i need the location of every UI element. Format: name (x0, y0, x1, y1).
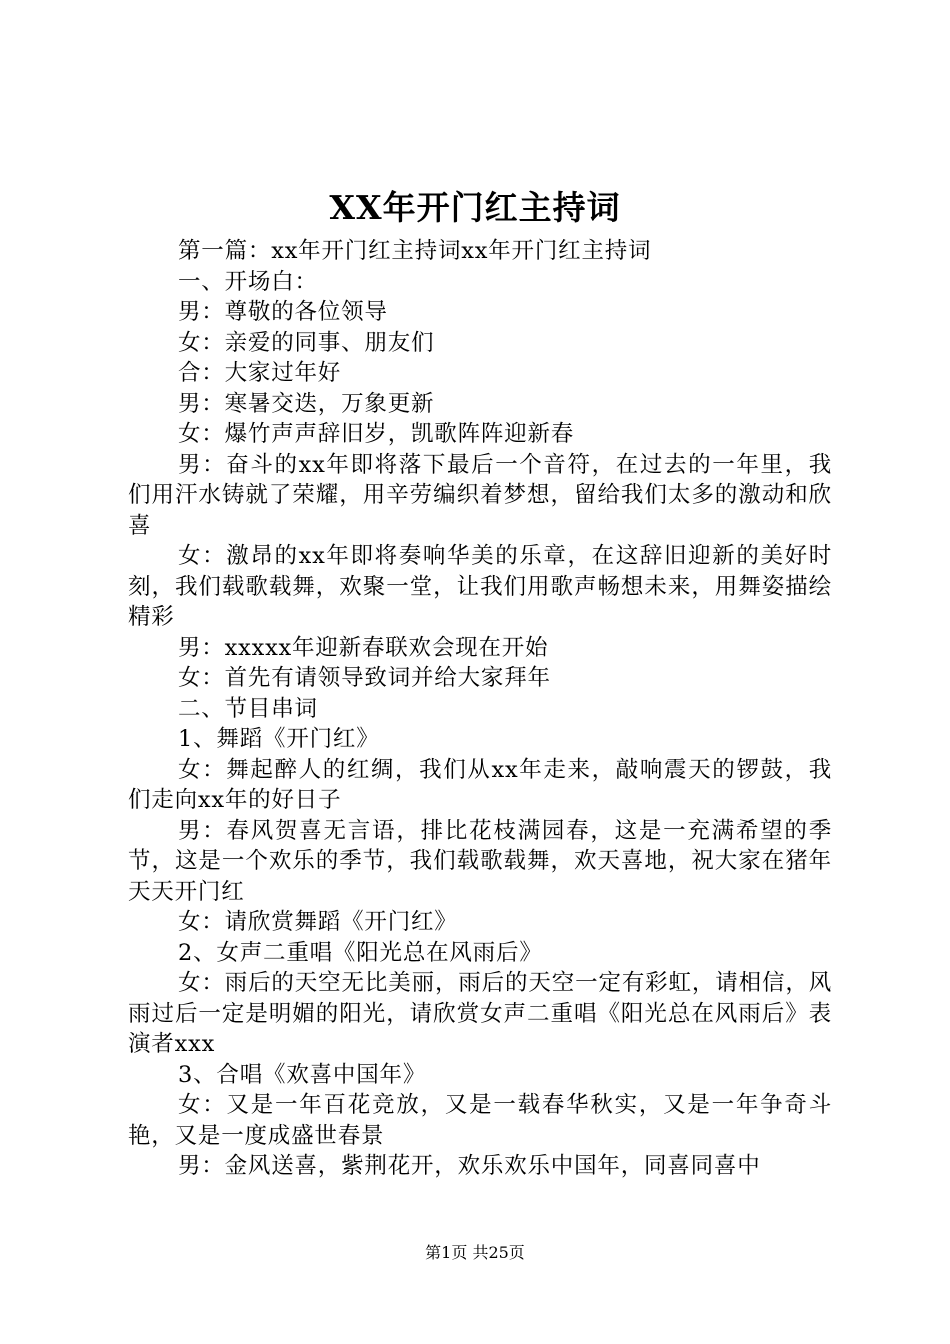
paragraph-4: 女：亲爱的同事、朋友们 (178, 329, 435, 356)
paragraph-13: 1、舞蹈《开门红》 (178, 726, 380, 752)
paragraph-9: 女：激昂的xx年即将奏响华美的乐章，在这辞旧迎新的美好时刻，我们载歌载舞，欢聚一堂，让我们用歌声畅想未来，用舞姿描绘精彩 (128, 543, 832, 630)
paragraph-3: 男：尊敬的各位领导 (178, 299, 388, 325)
paragraph-8: 男：奋斗的xx年即将落下最后一个音符，在过去的一年里，我们用汗水铸就了荣耀，用辛劳编织着梦想，留给我们太多的激动和欣喜 (128, 451, 832, 539)
paragraph-17: 2、女声二重唱《阳光总在风雨后》 (178, 939, 543, 966)
paragraph-14: 女：舞起醉人的红绸，我们从xx年走来，敲响震天的锣鼓，我们走向xx年的好日子 (128, 756, 832, 813)
paragraph-5: 合：大家过年好 (178, 360, 342, 386)
paragraph-20: 女：又是一年百花竞放，又是一载春华秋实，又是一年争奇斗艳，又是一度成盛世春景 (128, 1092, 832, 1149)
paragraph-15: 男：春风贺喜无言语，排比花枝满园春，这是一充满希望的季节，这是一个欢乐的季节，我们载歌载舞，欢天喜地，祝大家在猪年天天开门红 (128, 817, 832, 905)
paragraph-21: 男：金风送喜，紫荆花开，欢乐欢乐中国年，同喜同喜中 (178, 1153, 761, 1179)
paragraph-18: 女：雨后的天空无比美丽，雨后的天空一定有彩虹，请相信，风雨过后一定是明媚的阳光，请欣赏女声二重唱《阳光总在风雨后》表演者xxx (128, 970, 832, 1057)
paragraph-12: 二、节目串词 (178, 695, 318, 722)
paragraph-19: 3、合唱《欢喜中国年》 (178, 1061, 427, 1088)
paragraph-1: 第一篇：xx年开门红主持词xx年开门红主持词 (178, 238, 652, 264)
paragraph-2: 一、开场白： (178, 268, 318, 295)
document-body (128, 236, 832, 1182)
paragraph-7: 女：爆竹声声辞旧岁，凯歌阵阵迎新春 (178, 421, 575, 447)
paragraph-11: 女：首先有请领导致词并给大家拜年 (178, 665, 551, 691)
document-title: XX年开门红主持词 (329, 188, 621, 227)
paragraph-6: 男：寒暑交迭，万象更新 (178, 390, 435, 417)
paragraph-10: 男：xxxxx年迎新春联欢会现在开始 (178, 634, 549, 661)
page-number-footer: 第1页 共25页 (425, 1243, 525, 1262)
paragraph-16: 女：请欣赏舞蹈《开门红》 (178, 909, 458, 935)
